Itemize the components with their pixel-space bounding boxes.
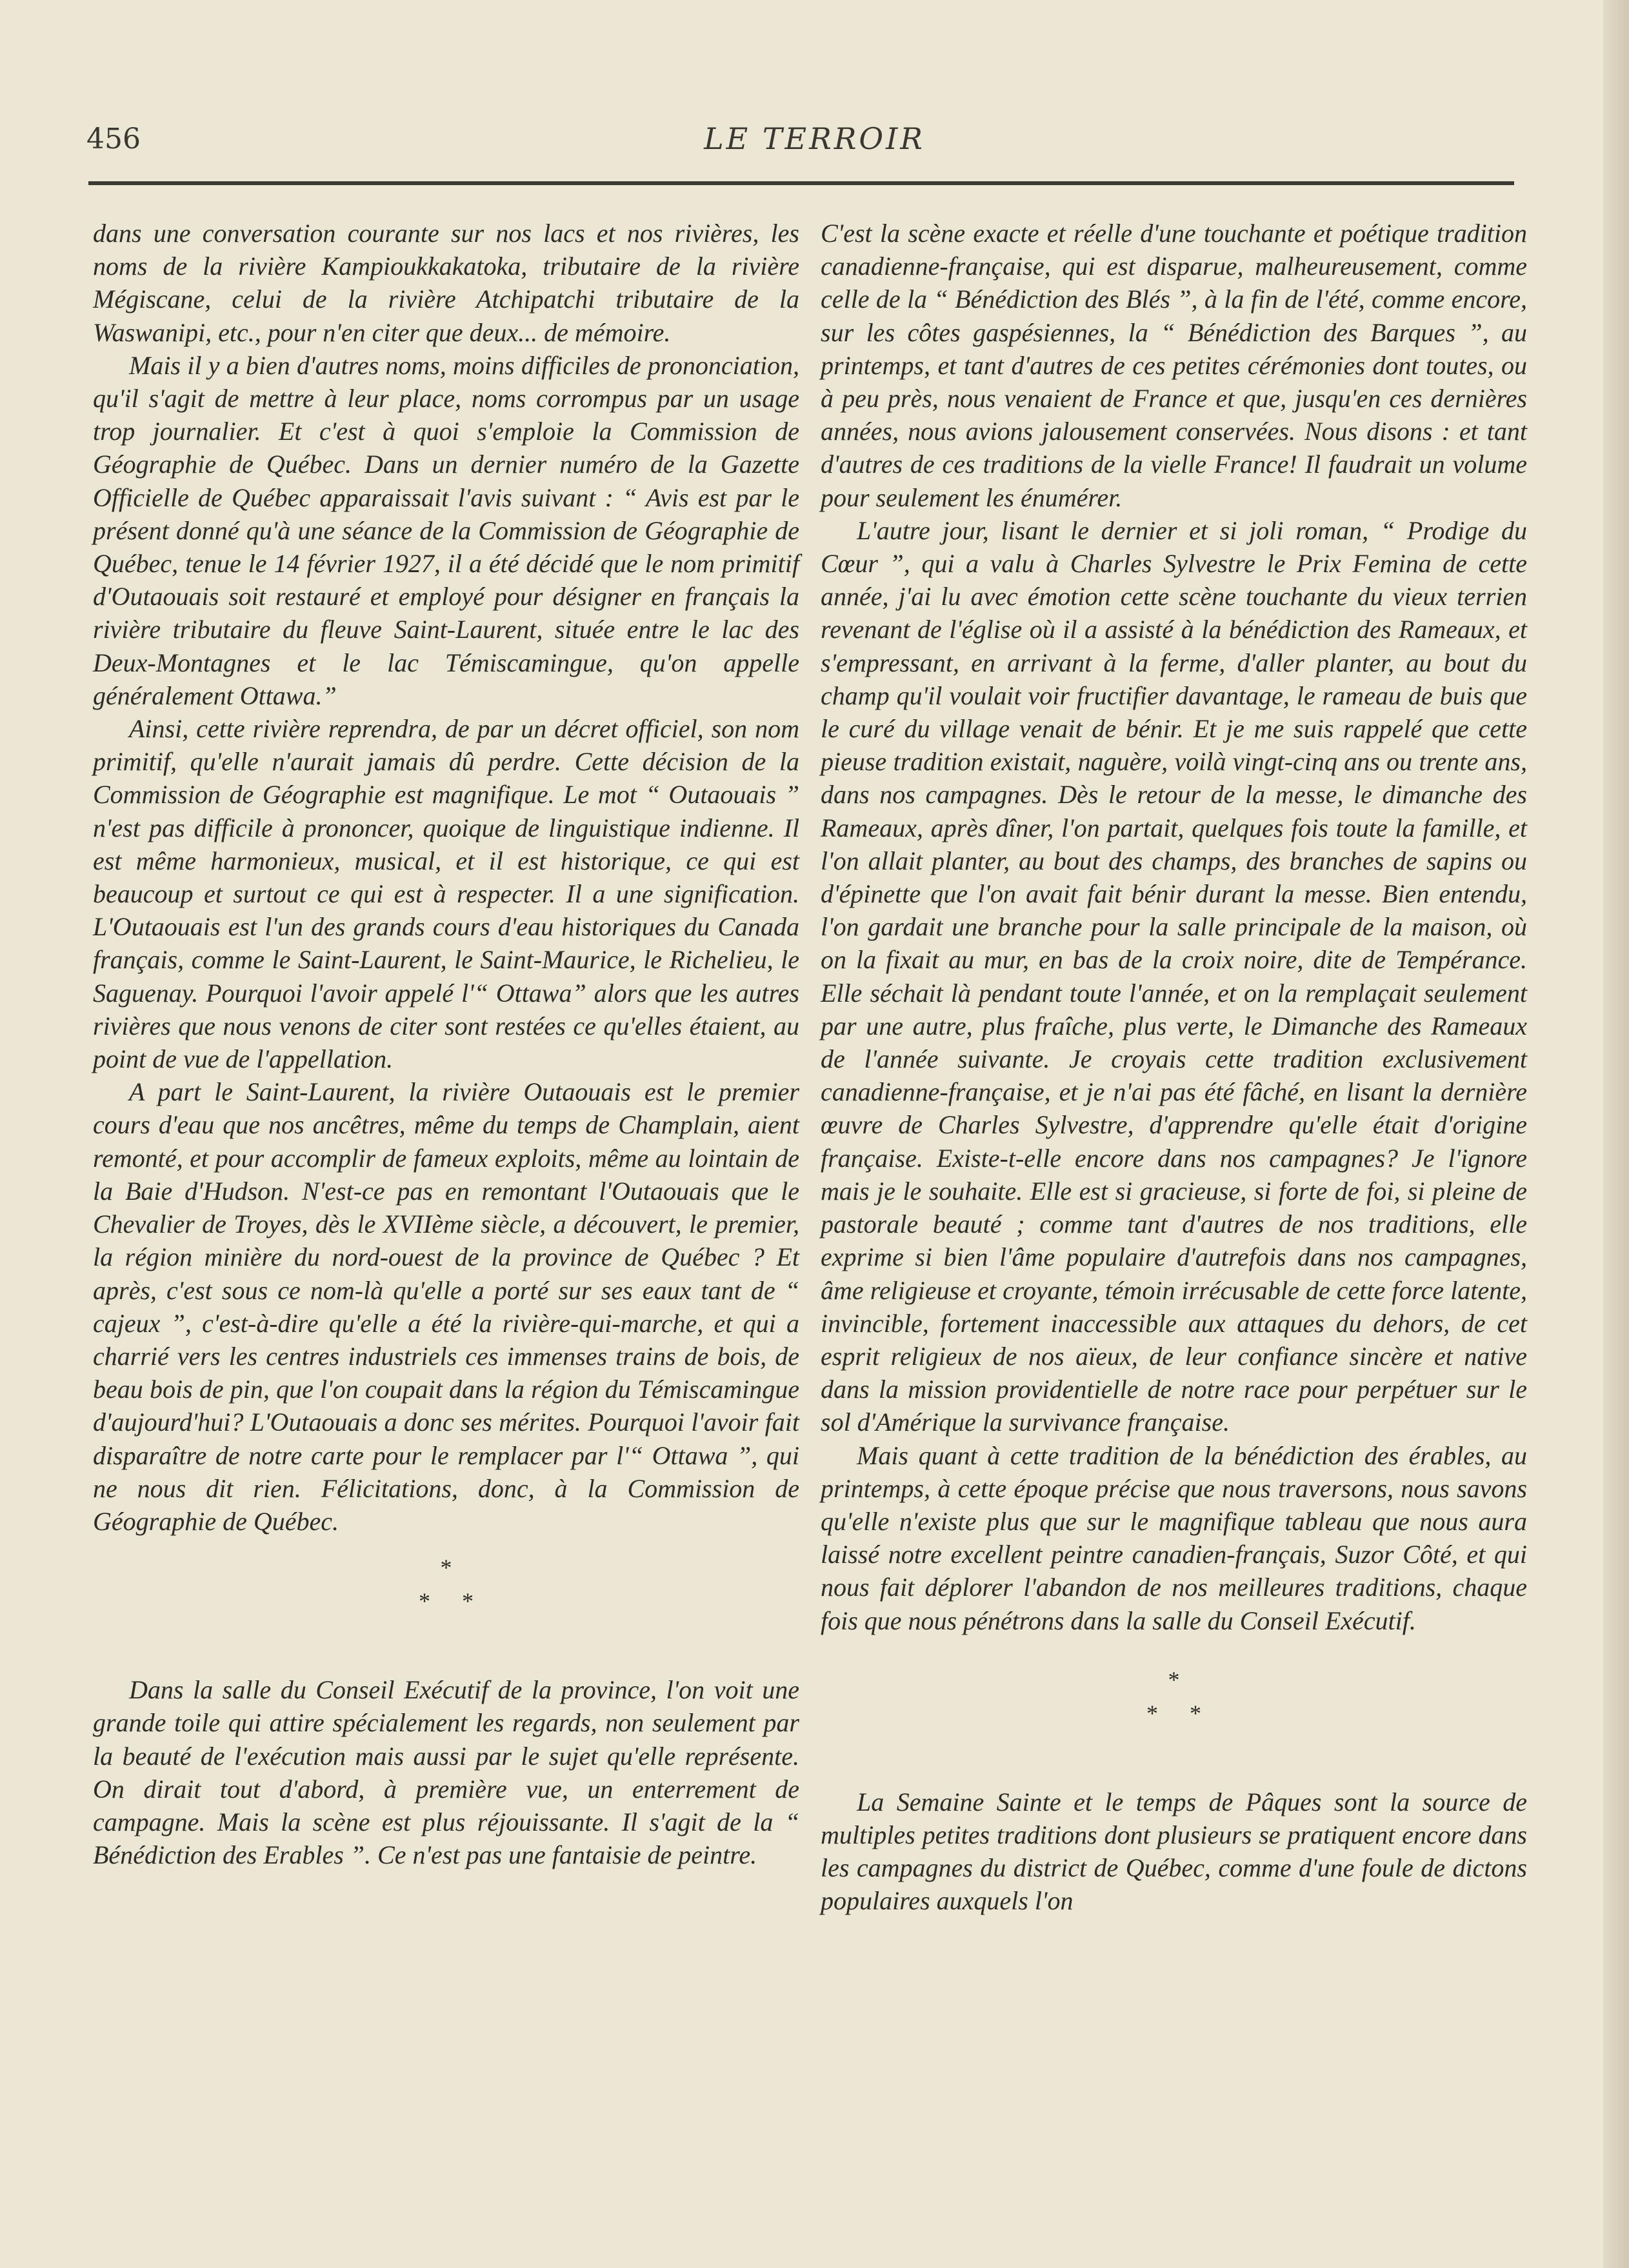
separator-asterisks-bottom: * *	[1146, 1700, 1201, 1726]
left-paragraph-2: Mais il y a bien d'autres noms, moins difficiles de prononciation, qu'il s'agit de mettre à leur place, noms corrompus par un usage trop journalier. Et c'est à quoi s'emploie la Commission de Géographie de Québec. Dans un dernier numéro de la Gazette Officielle de Québec apparaissait l'avis suivant : “ Avis est par le présent donné qu'à une séance de la Commission de Géographie de Québec, tenue le 14 février 1927, il a été décidé que le nom primitif d'Outaouais soit restauré et employé pour désigner en français la rivière tributaire du fleuve Saint-Laurent, située entre le lac des Deux-Montagnes et le lac Témiscamingue, qu'on appelle généralement Ottawa.”	[93, 350, 799, 710]
left-paragraph-5: Dans la salle du Conseil Exécutif de la province, l'on voit une grande toile qui attire spécialement les regards, non seulement par la beauté de l'exécution mais aussi par le sujet qu'elle représente. On dirait tout d'abord, à première vue, un enterrement de campagne. Mais la scène est plus réjouissante. Il s'agit de la “ Bénédiction des Erables ”. Ce n'est pas une fantaisie de peintre.	[93, 1675, 799, 1870]
right-paragraph-4: La Semaine Sainte et le temps de Pâques sont la source de multiples petites traditions dont plusieurs se pratiquent encore dans les campagnes du district de Québec, comme d'une foule de dictons populaires auxquels l'on	[821, 1787, 1527, 1916]
running-title: LE TERROIR	[704, 121, 925, 156]
separator-asterisks-bottom: * *	[419, 1588, 474, 1615]
right-paragraph-1: C'est la scène exacte et réelle d'une touchante et poétique tradition canadienne-française, qui est disparue, malheureusement, comme celle de la “ Bénédiction des Blés ”, à la fin de l'été, comme encore, sur les côtes gaspésiennes, la “ Bénédiction des Barques ”, au printemps, et tant d'autres de ces petites cérémonies dont toutes, ou à peu près, nous venaient de France et que, jusqu'en ces dernières années, nous avions jalousement conservées. Nous disons : et tant d'autres de ces traditions de la vielle France! Il faudrait un volume pour seulement les énumérer.	[821, 219, 1527, 512]
page-number: 456	[86, 123, 141, 155]
left-paragraph-4: A part le Saint-Laurent, la rivière Outaouais est le premier cours d'eau que nos ancêtres, même du temps de Champlain, aient remonté, et pour accomplir de fameux exploits, même au lointain de la Baie d'Hudson. N'est-ce pas en remontant l'Outaouais que le Chevalier de Troyes, dès le XVIIème siècle, a découvert, le premier, la région minière du nord-ouest de la province de Québec ? Et après, c'est sous ce nom-là qu'elle a porté sur ses eaux tant de “ cajeux ”, c'est-à-dire qu'elle a été la rivière-qui-marche, et qui a charrié vers les centres industriels ces immenses trains de bois, de beau bois de pin, que l'on coupait dans la région du Témiscamingue d'aujourd'hui? L'Outaouais a donc ses mérites. Pourquoi l'avoir fait disparaître de notre carte pour le remplacer par l'“ Ottawa ”, qui ne nous dit rien. Félicitations, donc, à la Commission de Géographie de Québec.	[93, 1077, 799, 1536]
right-paragraph-2: L'autre jour, lisant le dernier et si joli roman, “ Prodige du Cœur ”, qui a valu à Charles Sylvestre le Prix Femina de cette année, j'ai lu avec émotion cette scène touchante du vieux terrien revenant de l'église où il a assisté à la bénédiction des Rameaux, et s'empressant, en arrivant à la ferme, d'aller planter, au bout du champ qu'il voulait voir fructifier davantage, le rameau de buis que le curé du village venait de bénir. Et je me suis rappelé que cette pieuse tradition existait, naguère, voilà vingt-cinq ans ou trente ans, dans nos campagnes. Dès le retour de la messe, le dimanche des Rameaux, après dîner, l'on partait, quelques fois toute la famille, et l'on allait planter, au bout des champs, des branches de sapins ou d'épinette que l'on avait fait bénir durant la messe. Bien entendu, l'on gardait une branche pour la salle principale de la maison, où on la fixait au mur, en bas de la croix noire, dite de Tempérance. Elle séchait là pendant toute l'année, et on la remplaçait seulement par une autre, plus fraîche, plus verte, le Dimanche des Rameaux de l'année suivante. Je croyais cette tradition exclusivement canadienne-française, et je n'ai pas été fâché, en lisant la dernière œuvre de Charles Sylvestre, d'apprendre qu'elle était d'origine française. Existe-t-elle encore dans nos campagnes? Je l'ignore mais je le souhaite. Elle est si gracieuse, si forte de foi, si pleine de pastorale beauté ; comme tant d'autres de nos traditions, elle exprime si bien l'âme populaire d'autrefois dans nos campagnes, âme religieuse et croyante, témoin irrécusable de cette force latente, invincible, fortement inaccessible aux attaques du dehors, de cet esprit religieux de nos aïeux, de leur confiance sincère et native dans la mission providentielle de notre race pour perpétuer sur le sol d'Amérique la survivance française.	[821, 515, 1527, 1437]
section-separator	[93, 1551, 799, 1618]
page-edge	[1603, 0, 1629, 2268]
left-column	[93, 217, 799, 1871]
right-paragraph-3: Mais quant à cette tradition de la bénédiction des érables, au printemps, à cette époque précise que nous traversons, nous savons qu'elle n'existe plus que sur le magnifique tableau que nous aura laissé notre excellent peintre canadien-français, Suzor Côté, et qui nous fait déplorer l'abandon de nos meilleures traditions, chaque fois que nous pénétrons dans la salle du Conseil Exécutif.	[821, 1440, 1527, 1635]
left-paragraph-1: dans une conversation courante sur nos lacs et nos rivières, les noms de la rivière Kampioukkakatoka, tributaire de la rivière Mégiscane, celui de la rivière Atchipatchi tributaire de la Waswanipi, etc., pour n'en citer que deux... de mémoire.	[93, 219, 799, 347]
header-rule	[88, 181, 1514, 185]
right-column	[821, 217, 1527, 1918]
left-paragraph-3: Ainsi, cette rivière reprendra, de par un décret officiel, son nom primitif, qu'elle n'aurait jamais dû perdre. Cette décision de la Commission de Géographie est magnifique. Le mot “ Outaouais ” n'est pas difficile à prononcer, quoique de linguistique indienne. Il est même harmonieux, musical, et il est historique, ce qui est beaucoup et surtout ce qui est à respecter. Il a une signification. L'Outaouais est l'un des grands cours d'eau historiques du Canada français, comme le Saint-Laurent, le Saint-Maurice, le Richelieu, le Saguenay. Pourquoi l'avoir appelé l'“ Ottawa” alors que les autres rivières que nous venons de citer sont restées ce qu'elles étaient, au point de vue de l'appellation.	[93, 714, 799, 1074]
separator-asterisk-top: *	[440, 1555, 452, 1581]
separator-asterisk-top: *	[1168, 1666, 1180, 1693]
section-separator	[821, 1663, 1527, 1730]
